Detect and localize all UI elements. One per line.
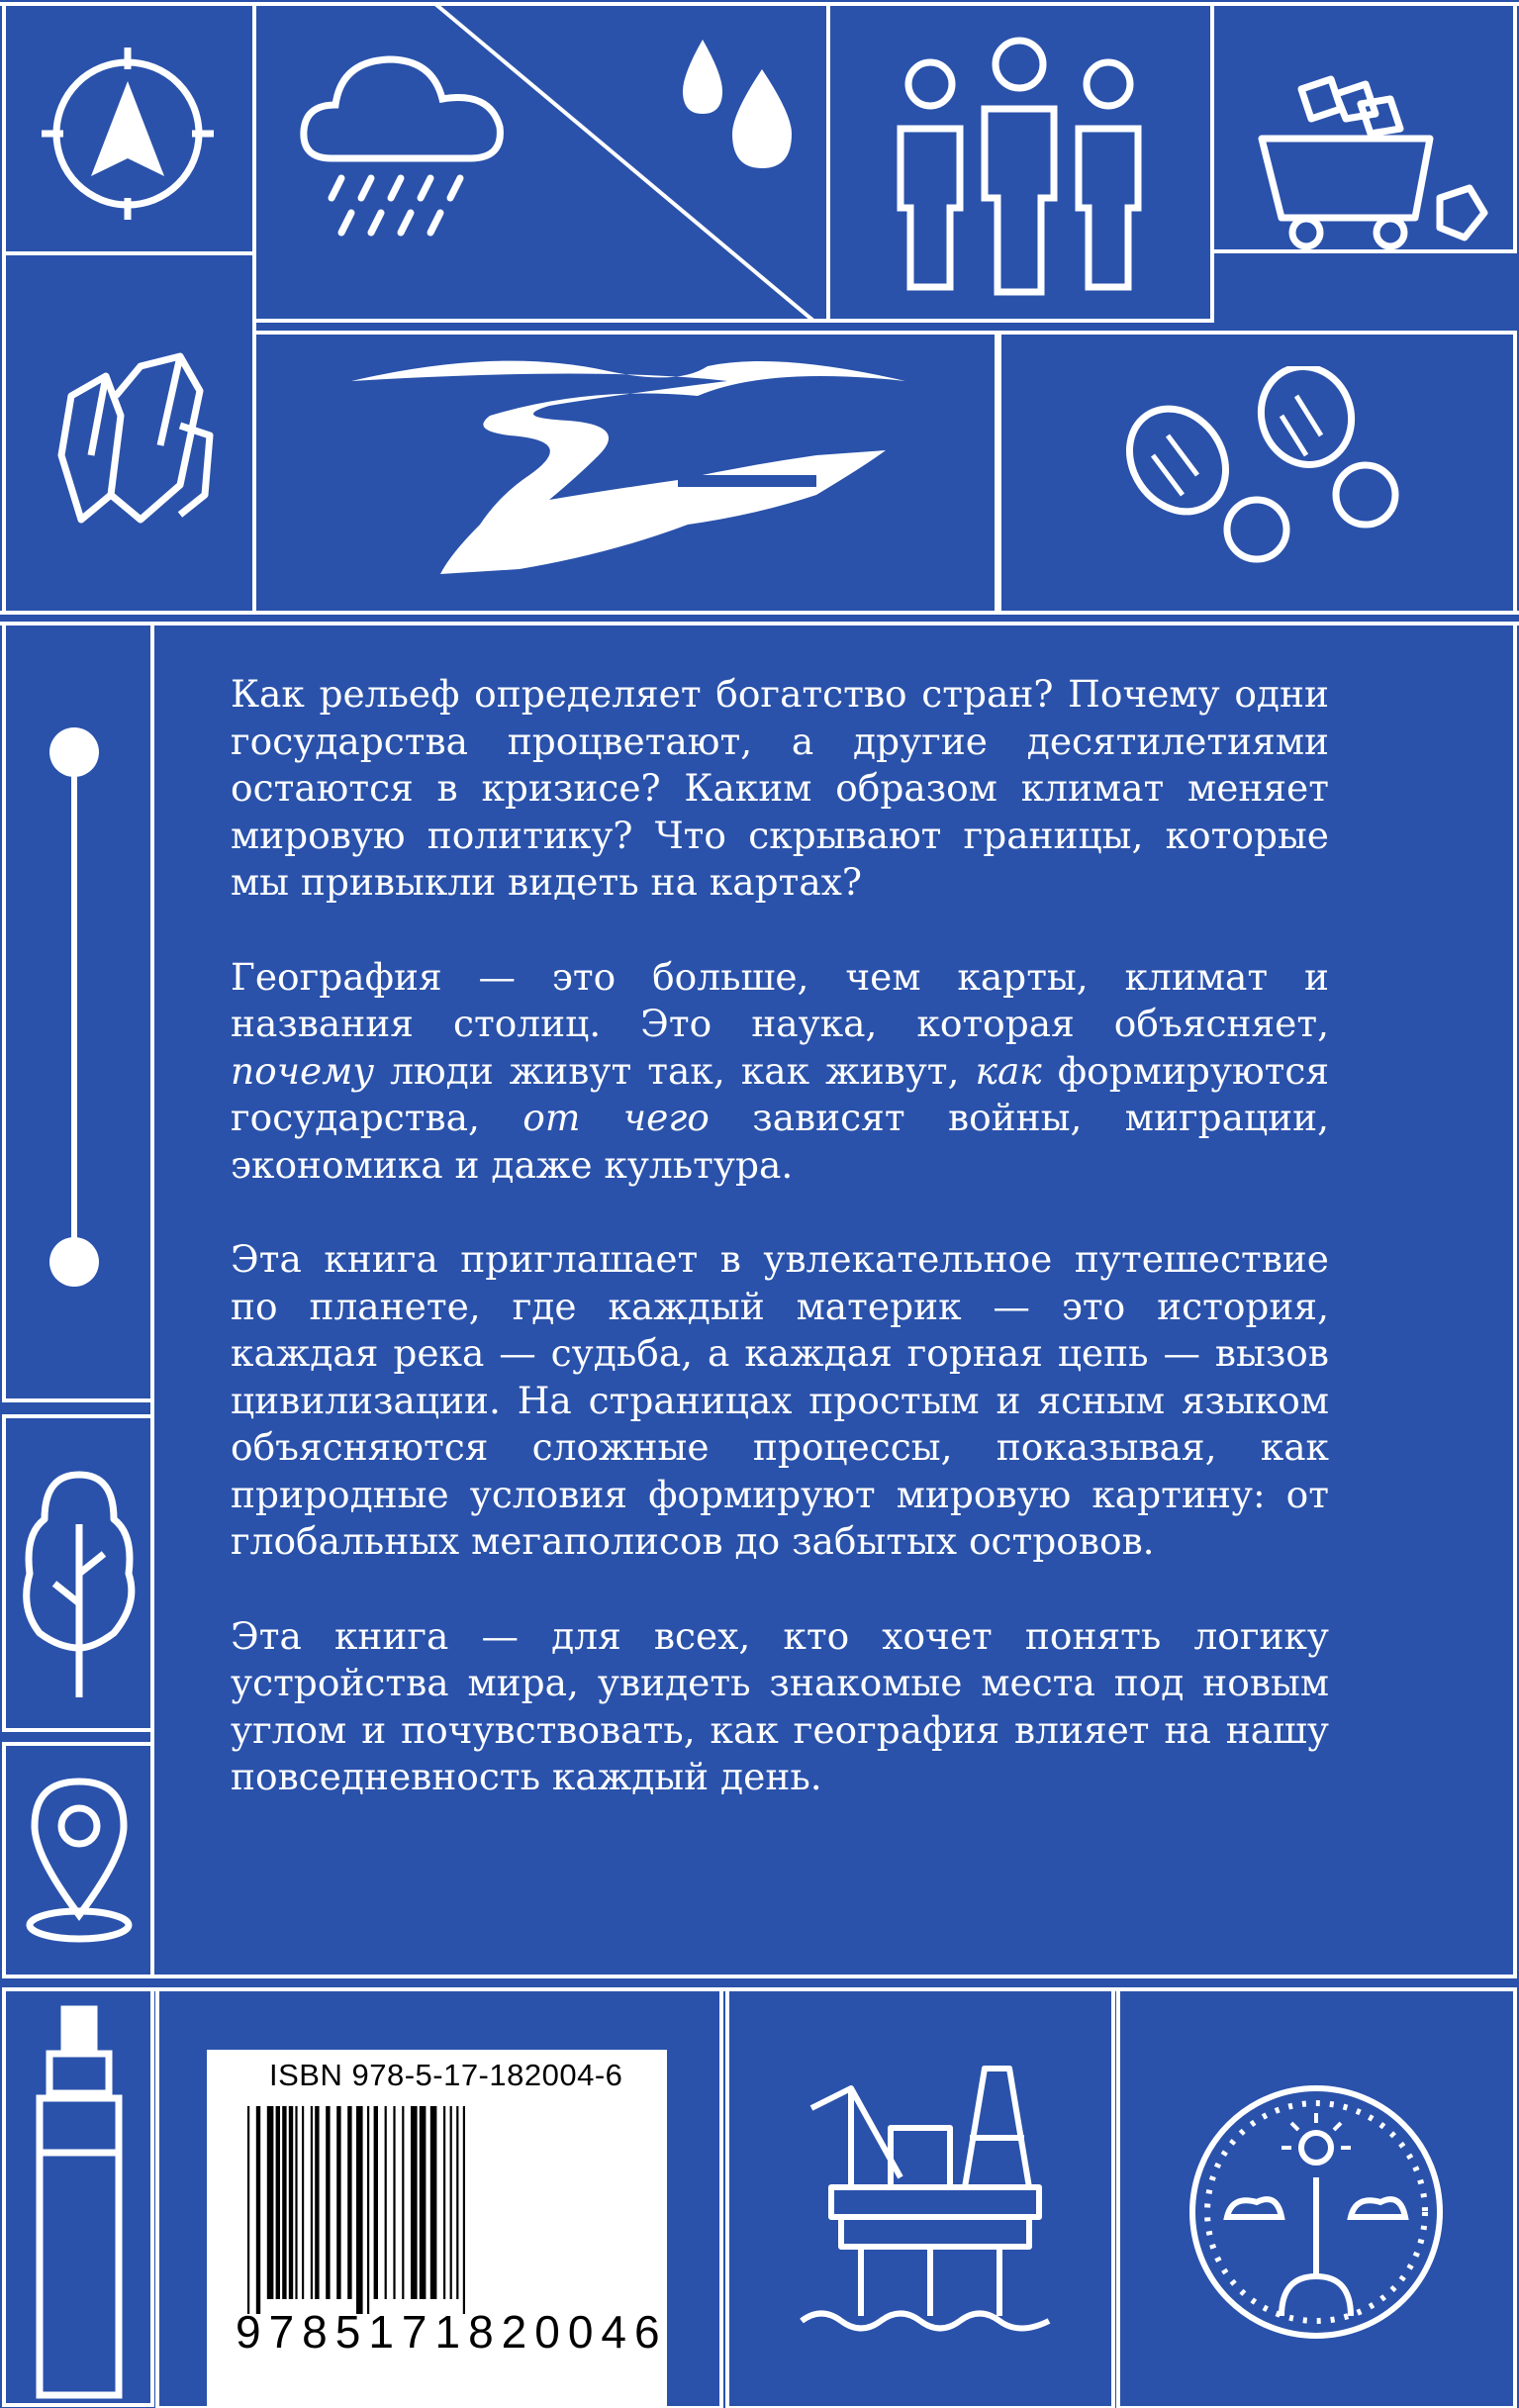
crystals-icon: [32, 337, 230, 534]
description-text: [231, 671, 1329, 1849]
barcode-bar: [315, 2106, 319, 2299]
text-run: География — это больше, чем карты, климат и названия столиц. Это наука, которая объясняет,: [231, 954, 1329, 1045]
barcode-bar: [450, 2106, 452, 2299]
text-run: Эта книга приглашает в увлекательное путешествие по планете, где каждый материк — это история, каждая река — судьба, а каждая горная цепь — вызов цивилизации. На страницах простым и ясным языком объясняются сложные процессы, показывая, как природные условия формируют мировую картину: от глобальных мегаполисов до забытых островов.: [231, 1237, 1329, 1563]
text-run: Эта книга — для всех, кто хочет понять логику устройства мира, увидеть знакомые места под новым углом и почувствовать, как география влияет на нашу повседневность каждый день.: [231, 1613, 1329, 1798]
paragraph-4: [231, 1613, 1329, 1801]
paragraph-3: [231, 1236, 1329, 1566]
oil-platform-icon: [792, 2059, 1059, 2356]
paragraph-2: [231, 954, 1329, 1190]
barcode-bar: [443, 2106, 445, 2299]
barcode-bar: [374, 2106, 378, 2299]
barcode-bar: [463, 2106, 465, 2314]
barcode-bar: [411, 2106, 418, 2299]
text-run: зависят войны, миграции, экономика и даже культура.: [231, 1096, 1329, 1187]
barcode-bars: [242, 2106, 638, 2314]
barcode-bar: [302, 2106, 304, 2299]
water-drops-icon: [663, 30, 811, 178]
isbn-label: ISBN 978-5-17-182004-6: [269, 2058, 623, 2092]
barcode-bar: [289, 2106, 293, 2299]
people-icon: [881, 30, 1158, 297]
text-run: Как рельеф определяет богатство стран? Почему одни государства процветают, а другие десятилетиями остаются в кризисе? Каким образом климат меняет мировую политику? Что скрывают границы, которые мы привыкли видеть на картах?: [231, 672, 1329, 904]
compass-icon: [34, 40, 222, 228]
text-run: люди живут так, как живут,: [374, 1048, 976, 1093]
barcode-bar: [367, 2106, 369, 2314]
barcode-bar: [326, 2106, 330, 2299]
river-bridge-icon: [351, 356, 905, 584]
text-run: формируются государства,: [231, 1048, 1329, 1139]
barcode-bar: [295, 2106, 297, 2299]
barcode-bar: [356, 2106, 363, 2314]
barcode-bar: [276, 2106, 280, 2299]
barcode-bar: [420, 2106, 427, 2299]
paragraph-1: [231, 671, 1329, 907]
barcode-bar: [393, 2106, 395, 2299]
italic-text: как: [975, 1048, 1042, 1093]
rain-cloud-icon: [292, 40, 520, 267]
barcode-bar: [311, 2106, 313, 2299]
barcode-digits: 9785171820046: [236, 2306, 668, 2358]
barcode-bar: [402, 2106, 404, 2299]
italic-text: почему: [231, 1048, 375, 1093]
pipe-icon: [30, 2004, 129, 2400]
barcode-bar: [456, 2106, 458, 2299]
barcode-bar: [336, 2106, 340, 2299]
tree-icon: [15, 1465, 143, 1702]
italic-text: от чего: [522, 1096, 710, 1139]
barcode-bar: [256, 2106, 260, 2314]
barcode-bar: [347, 2106, 351, 2299]
barcode-bar: [267, 2106, 274, 2299]
footprints-icon: [1108, 366, 1415, 584]
timeline-icon: [45, 722, 104, 1297]
climate-circle-icon: [1183, 2078, 1450, 2346]
location-pin-icon: [20, 1772, 139, 1950]
barcode-bar: [430, 2106, 437, 2299]
barcode-bar: [247, 2106, 249, 2314]
barcode-bar: [282, 2106, 286, 2299]
barcode-bar: [385, 2106, 387, 2299]
mine-cart-icon: [1252, 69, 1489, 257]
